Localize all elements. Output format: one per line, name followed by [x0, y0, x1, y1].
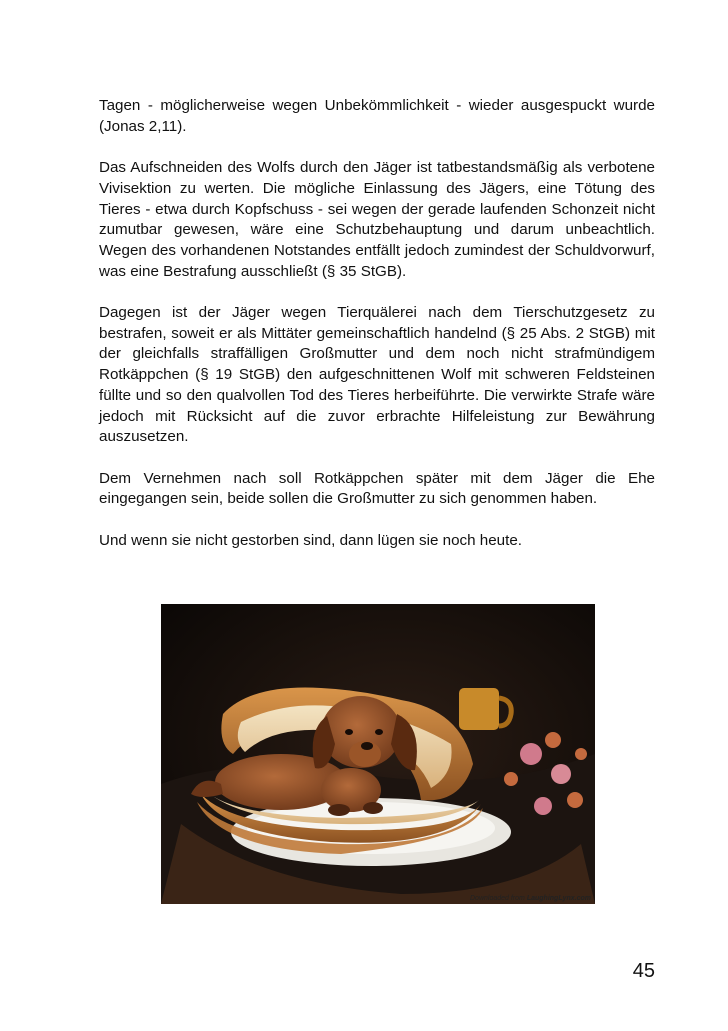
paragraph-5: Und wenn sie nicht gestorben sind, dann lügen sie noch heute. [99, 531, 523, 549]
paragraph-4: Dem Vernehmen nach soll Rotkäppchen später mit dem Jäger die Ehe eingegangen sein, beide sollen die Großmutter zu sich genommen haben. [99, 469, 655, 508]
photo-illustration [161, 604, 595, 904]
body-text [99, 96, 655, 551]
paragraph-2: Das Aufschneiden des Wolfs durch den Jäger ist tatbestandsmäßig als verbotene Vivisektion zu werten. Die mögliche Einlassung des Jägers, eine Tötung des Tieres - etwa durch Kopfschuss - sei wegen der gerade laufenden Schonzeit nicht zumutbar gewesen, wäre eine Schutzbehauptung und darum unbeachtlich. Wegen des vorhandenen Notstandes entfällt jedoch zumindest der Schuldvorwurf, was eine Bestrafung ausschließt (§ 35 StGB). [99, 159, 655, 280]
dachshund-in-bun-photo [161, 604, 595, 904]
page-number: 45 [632, 960, 655, 982]
paragraph-1: Tagen - möglicherweise wegen Unbekömmlichkeit - wieder ausgespuckt wurde (Jonas 2,11). [99, 97, 655, 135]
paragraph-3: Dagegen ist der Jäger wegen Tierquälerei nach dem Tierschutzgesetz zu bestrafen, soweit er als Mittäter gemeinschaftlich handelnd (§ 25 Abs. 2 StGB) mit der gleichfalls straffälligen Großmutter und dem noch nicht strafmündigem Rotkäppchen (§ 19 StGB) den aufgeschnittenen Wolf mit schweren Feldsteinen füllte und so den qualvollen Tod des Tieres herbeiführte. Die verwirkte Strafe wäre jedoch mit Rücksicht auf die zuvor erbrachte Hilfeleistung zur Bewährung auszusetzen. [99, 304, 655, 446]
photo-credit [470, 895, 591, 902]
credit-prefix: Downloaded from [470, 895, 525, 902]
credit-brand: LaughingLynx.com [526, 895, 591, 902]
